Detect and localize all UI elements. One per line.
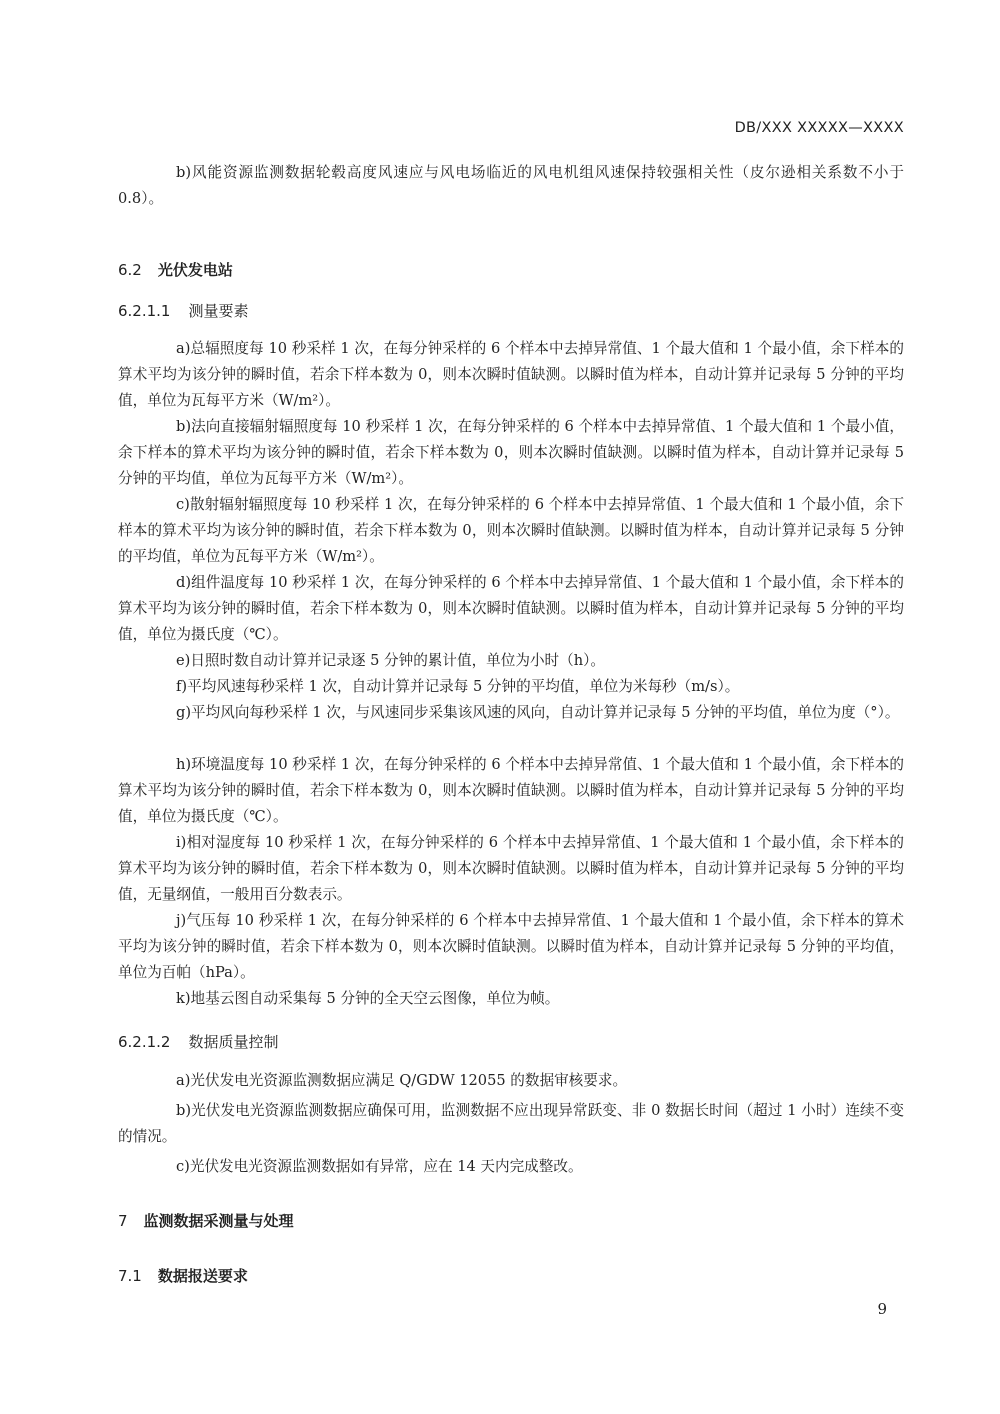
list-item-j: j)气压每 10 秒采样 1 次，在每分钟采样的 6 个样本中去掉异常值、1 个最大值和 1 个最小值，余下样本的算术平均为该分钟的瞬时值，若余下样本数为 0，则本次瞬时值缺测。以瞬时值为样本，自动计算并记录每 5 分钟的平均值，单位为百帕（hPa）。 — [118, 912, 904, 981]
list-item-k: k)地基云图自动采集每 5 分钟的全天空云图像，单位为帧。 — [176, 990, 560, 1007]
section-heading-6-2 — [118, 258, 233, 282]
list-item-i: i)相对湿度每 10 秒采样 1 次，在每分钟采样的 6 个样本中去掉异常值、1 个最大值和 1 个最小值，余下样本的算术平均为该分钟的瞬时值，若余下样本数为 0，则本次瞬时值缺测。以瞬时值为样本，自动计算并记录每 5 分钟的平均值，无量纲值，一般用百分数表示。 — [118, 834, 904, 903]
section-heading-7-1 — [118, 1264, 248, 1288]
list-item-d: d)组件温度每 10 秒采样 1 次，在每分钟采样的 6 个样本中去掉异常值、1 个最大值和 1 个最小值，余下样本的算术平均为该分钟的瞬时值，若余下样本数为 0，则本次瞬时值缺测。以瞬时值为样本，自动计算并记录每 5 分钟的平均值，单位为摄氏度（℃）。 — [118, 574, 904, 643]
list-item-e: e)日照时数自动计算并记录逐 5 分钟的累计值，单位为小时（h）。 — [176, 652, 606, 669]
section-heading-6-2-1-1 — [118, 299, 249, 323]
section-number: 6.2.1.2 — [118, 1033, 171, 1051]
section-title: 光伏发电站 — [157, 261, 233, 279]
section-number: 7.1 — [118, 1267, 142, 1285]
quality-item-a: a)光伏发电光资源监测数据应满足 Q/GDW 12055 的数据审核要求。 — [176, 1072, 628, 1089]
document-code: DB/XXX XXXXX—XXXX — [734, 120, 904, 136]
list-item-h: h)环境温度每 10 秒采样 1 次，在每分钟采样的 6 个样本中去掉异常值、1 个最大值和 1 个最小值，余下样本的算术平均为该分钟的瞬时值，若余下样本数为 0，则本次瞬时值缺测。以瞬时值为样本，自动计算并记录每 5 分钟的平均值，单位为摄氏度（℃）。 — [118, 756, 904, 825]
list-item-f: f)平均风速每秒采样 1 次，自动计算并记录每 5 分钟的平均值，单位为米每秒（m/s）。 — [176, 678, 740, 695]
list-item-b: b)法向直接辐射辐照度每 10 秒采样 1 次，在每分钟采样的 6 个样本中去掉异常值、1 个最大值和 1 个最小值，余下样本的算术平均为该分钟的瞬时值，若余下样本数为 0，则本次瞬时值缺测。以瞬时值为样本，自动计算并记录每 5 分钟的平均值，单位为瓦每平方米（W/m²）。 — [118, 418, 904, 487]
section-number: 6.2.1.1 — [118, 302, 171, 320]
section-heading-7 — [118, 1209, 294, 1233]
list-item-a: a)总辐照度每 10 秒采样 1 次，在每分钟采样的 6 个样本中去掉异常值、1 个最大值和 1 个最小值，余下样本的算术平均为该分钟的瞬时值，若余下样本数为 0，则本次瞬时值缺测。以瞬时值为样本，自动计算并记录每 5 分钟的平均值，单位为瓦每平方米（W/m²）。 — [118, 340, 904, 409]
section-number: 7 — [118, 1212, 128, 1230]
quality-item-c: c)光伏发电光资源监测数据如有异常，应在 14 天内完成整改。 — [176, 1158, 583, 1175]
list-item-c: c)散射辐射辐照度每 10 秒采样 1 次，在每分钟采样的 6 个样本中去掉异常值、1 个最大值和 1 个最小值，余下样本的算术平均为该分钟的瞬时值，若余下样本数为 0，则本次瞬时值缺测。以瞬时值为样本，自动计算并记录每 5 分钟的平均值，单位为瓦每平方米（W/m²）。 — [118, 496, 904, 565]
list-item-g: g)平均风向每秒采样 1 次，与风速同步采集该风速的风向，自动计算并记录每 5 分钟的平均值，单位为度（°）。 — [176, 704, 900, 721]
paragraph-wind-correlation: b)风能资源监测数据轮毂高度风速应与风电场临近的风电机组风速保持较强相关性（皮尔逊相关系数不小于 0.8）。 — [118, 164, 904, 207]
section-title: 数据报送要求 — [157, 1267, 248, 1285]
section-heading-6-2-1-2 — [118, 1030, 279, 1054]
section-number: 6.2 — [118, 261, 142, 279]
section-title: 测量要素 — [188, 302, 249, 320]
section-title: 数据质量控制 — [188, 1033, 279, 1051]
quality-item-b: b)光伏发电光资源监测数据应确保可用，监测数据不应出现异常跃变、非 0 数据长时间（超过 1 小时）连续不变的情况。 — [118, 1102, 904, 1145]
section-title: 监测数据采测量与处理 — [143, 1212, 294, 1230]
page-number: 9 — [877, 1300, 887, 1318]
